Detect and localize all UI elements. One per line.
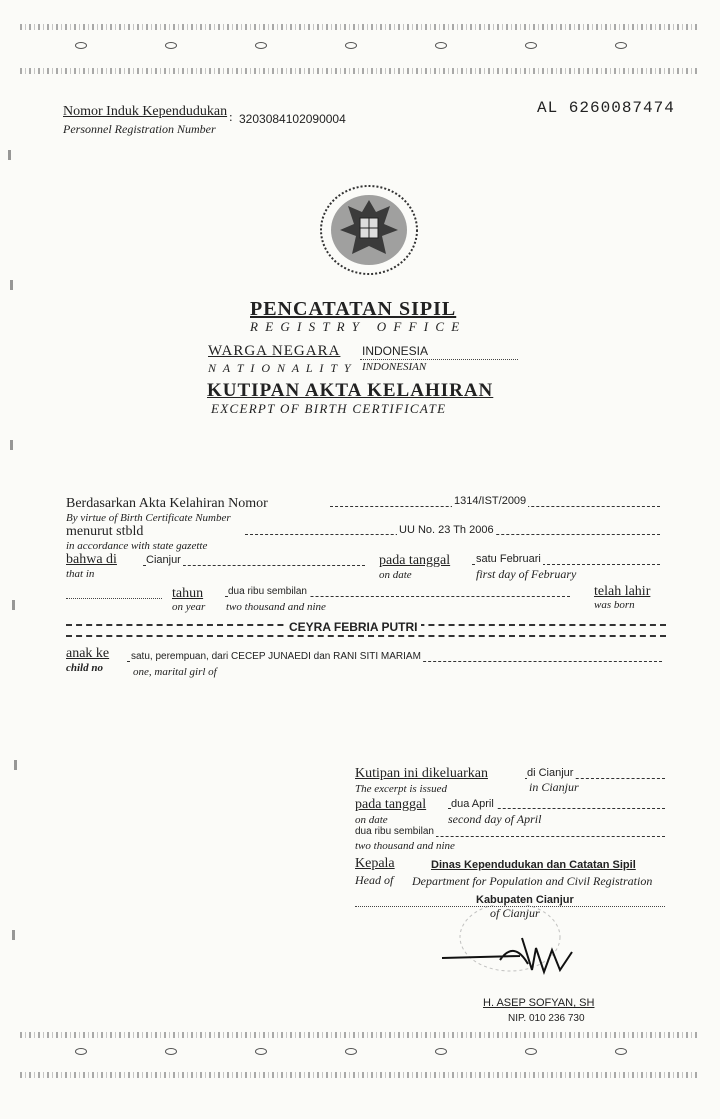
- nationality-value: INDONESIA: [362, 344, 429, 358]
- nationality-value-en: INDONESIAN: [362, 361, 427, 373]
- born-label-en: was born: [594, 599, 635, 611]
- born-label: telah lahir: [594, 584, 651, 599]
- issued-year-value: dua ribu sembilan: [355, 826, 434, 837]
- birthplace-label: bahwa di: [66, 552, 117, 567]
- department-name-en: Department for Population and Civil Registration: [412, 874, 653, 888]
- regency-name: Kabupaten Cianjur: [476, 894, 574, 906]
- regency-name-en: of Cianjur: [490, 906, 540, 920]
- bottom-border-roundels: [20, 1048, 700, 1062]
- top-border-pattern: [20, 20, 700, 34]
- birthdate-value-en: first day of February: [476, 567, 577, 581]
- child-order-label: anak ke: [66, 646, 110, 661]
- certificate-number-label: Berdasarkan Akta Kelahiran Nomor: [66, 496, 268, 511]
- birthyear-value: dua ribu sembilan: [228, 586, 307, 597]
- gazette-label-en: in accordance with state gazette: [66, 540, 208, 552]
- gazette-value: UU No. 23 Th 2006: [399, 524, 494, 536]
- issued-place-en: in Cianjur: [529, 780, 579, 794]
- child-name: CEYRA FEBRIA PUTRI: [285, 620, 421, 634]
- certificate-number-value: 1314/IST/2009: [454, 495, 527, 507]
- document-title-en: EXCERPT OF BIRTH CERTIFICATE: [211, 401, 447, 416]
- bottom-border-pattern: [20, 1028, 700, 1042]
- nationality-label-en: N A T I O N A L I T Y: [208, 361, 353, 375]
- birthdate-value: satu Februari: [476, 553, 541, 565]
- signer-nip: NIP. 010 236 730: [508, 1013, 585, 1024]
- birthyear-label: tahun: [172, 586, 204, 601]
- office-title-en: R E G I S T R Y O F F I C E: [250, 319, 462, 334]
- signer-name: H. ASEP SOFYAN, SH: [483, 997, 595, 1009]
- top-border-roundels: [20, 42, 700, 56]
- department-name: Dinas Kependudukan dan Catatan Sipil: [431, 859, 636, 871]
- serial-number: AL 6260087474: [537, 99, 675, 117]
- head-label-en: Head of: [355, 873, 394, 887]
- head-label: Kepala: [355, 856, 395, 871]
- nationality-label: WARGA NEGARA: [208, 343, 341, 359]
- garuda-emblem-icon: [318, 184, 420, 276]
- nik-value: 3203084102090004: [239, 112, 346, 126]
- issued-date-label-en: on date: [355, 814, 388, 826]
- certificate-number-label-en: By virtue of Birth Certificate Number: [66, 512, 231, 524]
- birthyear-value-en: two thousand and nine: [226, 601, 326, 613]
- child-order-value: satu, perempuan, dari CECEP JUNAEDI dan RANI SITI MARIAM: [131, 651, 421, 662]
- issued-label: Kutipan ini dikeluarkan: [355, 766, 488, 781]
- document-title: KUTIPAN AKTA KELAHIRAN: [207, 380, 494, 401]
- birthplace-label-en: that in: [66, 568, 95, 580]
- issued-label-en: The excerpt is issued: [355, 783, 447, 795]
- issued-date-value: dua April: [451, 798, 494, 810]
- birthyear-label-en: on year: [172, 601, 206, 613]
- issued-place: di Cianjur: [527, 767, 574, 779]
- birthdate-label-en: on date: [379, 569, 412, 581]
- child-order-value-en: one, marital girl of: [133, 666, 217, 678]
- nik-label-en: Personnel Registration Number: [63, 122, 216, 136]
- bottom-border-pattern-2: [20, 1068, 700, 1082]
- child-order-label-en: child no: [66, 662, 103, 674]
- issued-year-value-en: two thousand and nine: [355, 840, 455, 852]
- nik-label: Nomor Induk Kependudukan: [63, 104, 228, 119]
- gazette-label: menurut stbld: [66, 524, 144, 539]
- office-title: PENCATATAN SIPIL: [250, 298, 457, 320]
- birthdate-label: pada tanggal: [379, 553, 451, 568]
- issued-date-value-en: second day of April: [448, 812, 542, 826]
- top-border-pattern-2: [20, 64, 700, 78]
- signature: [440, 930, 590, 980]
- issued-date-label: pada tanggal: [355, 797, 427, 812]
- birthplace-value: Cianjur: [146, 554, 181, 566]
